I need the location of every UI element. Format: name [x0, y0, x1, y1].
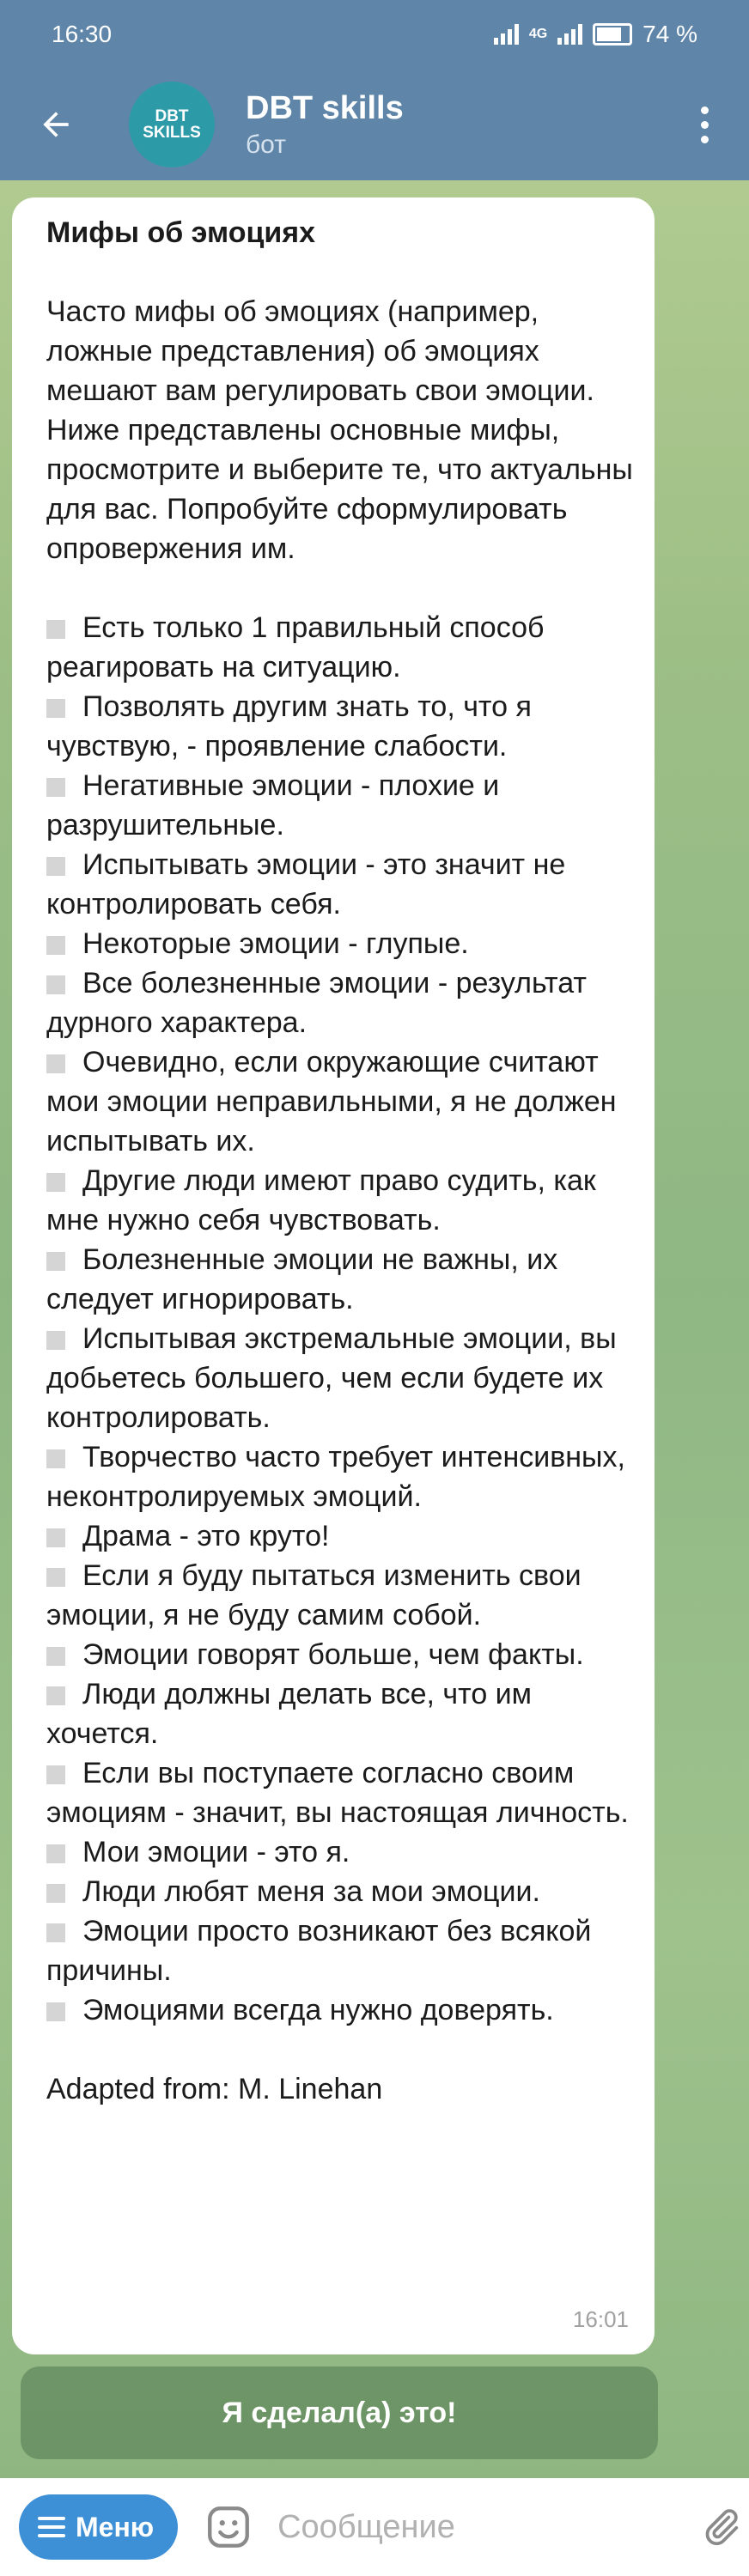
myth-item [46, 608, 634, 687]
bullet-square-icon [46, 1844, 65, 1863]
bullet-square-icon [46, 1765, 65, 1784]
myths-list [46, 608, 634, 2030]
arrow-left-icon [37, 106, 75, 143]
myth-text: Болезненные эмоции не важны, их следует игнорировать. [46, 1243, 558, 1315]
bullet-square-icon [46, 2002, 65, 2021]
myth-text: Эмоции просто возникают без всякой причины. [46, 1915, 592, 1987]
done-button[interactable]: Я сделал(а) это! [21, 2366, 658, 2459]
menu-icon [38, 2517, 65, 2537]
bullet-square-icon [46, 1568, 65, 1587]
myth-item [46, 1516, 634, 1556]
message-input-bar [0, 2478, 749, 2576]
bot-menu-label: Меню [76, 2511, 155, 2543]
myth-text: Люди любят меня за мои эмоции. [82, 1875, 540, 1908]
avatar[interactable] [129, 82, 215, 167]
message-input[interactable] [276, 2508, 699, 2547]
bullet-square-icon [46, 1923, 65, 1942]
myth-item [46, 924, 634, 963]
myth-text: Эмоции говорят больше, чем факты. [82, 1638, 584, 1671]
myth-text: Некоторые эмоции - глупые. [82, 927, 469, 960]
message-time: 16:01 [572, 2306, 629, 2332]
myth-text: Все болезненные эмоции - результат дурного характера. [46, 967, 587, 1039]
myth-item [46, 1161, 634, 1240]
myth-text: Творчество часто требует интенсивных, неконтролируемых эмоций. [46, 1441, 625, 1513]
myth-item [46, 1990, 634, 2030]
myth-text: Другие люди имеют право судить, как мне нужно себя чувствовать. [46, 1164, 596, 1236]
signal-icon-2 [557, 24, 582, 45]
myth-item [46, 1556, 634, 1635]
myth-item [46, 687, 634, 766]
bullet-square-icon [46, 1252, 65, 1271]
myth-text: Если я буду пытаться изменить свои эмоции, я не буду самим собой. [46, 1559, 582, 1631]
paperclip-icon [699, 2506, 742, 2549]
status-icons [494, 21, 697, 48]
sticker-icon [204, 2502, 253, 2552]
signal-icon [494, 24, 519, 45]
bullet-square-icon [46, 620, 65, 639]
bullet-square-icon [46, 1331, 65, 1350]
myth-item [46, 1437, 634, 1516]
myth-text: Драма - это круто! [82, 1520, 330, 1552]
status-bar [0, 0, 749, 69]
myth-item [46, 1674, 634, 1753]
network-type: 4G [528, 27, 548, 41]
myth-item [46, 963, 634, 1042]
bullet-square-icon [46, 1173, 65, 1192]
battery-level: 74 % [642, 21, 697, 47]
bullet-square-icon [46, 1647, 65, 1666]
myth-text: Негативные эмоции - плохие и разрушительные. [46, 769, 500, 841]
myth-item [46, 1635, 634, 1674]
myth-text: Позволять другим знать то, что я чувствую, - проявление слабости. [46, 690, 532, 762]
app-bar [0, 69, 749, 180]
myth-item [46, 845, 634, 924]
message-bubble [12, 197, 655, 2354]
message-source: Adapted from: M. Linehan [46, 2073, 383, 2105]
chat-title-block[interactable] [246, 90, 679, 160]
avatar-text-1: DBT [155, 107, 189, 125]
myth-text: Очевидно, если окружающие считают мои эмоции неправильными, я не должен испытывать их. [46, 1046, 617, 1157]
chat-header [0, 0, 749, 180]
bullet-square-icon [46, 936, 65, 955]
chat-subtitle: бот [246, 130, 286, 159]
message-intro: Часто мифы об эмоциях (например, ложные представления) об эмоциях мешают вам регулировать свои эмоции. Ниже представлены основные мифы, просмотрите и выберите те, что актуальны для вас. Попробуйте сформулировать опровержения им. [46, 295, 633, 565]
myth-item [46, 766, 634, 845]
myth-item [46, 1832, 634, 1872]
chat-title: DBT skills [246, 89, 404, 126]
bullet-square-icon [46, 1528, 65, 1547]
myth-item [46, 1911, 634, 1990]
bot-menu-button[interactable] [19, 2494, 178, 2560]
battery-icon [593, 23, 632, 46]
myth-item [46, 1240, 634, 1319]
back-button[interactable] [26, 94, 86, 155]
myth-item [46, 1042, 634, 1161]
attach-button[interactable] [699, 2501, 742, 2553]
myth-text: Есть только 1 правильный способ реагировать на ситуацию. [46, 611, 545, 683]
bullet-square-icon [46, 699, 65, 718]
bullet-square-icon [46, 1054, 65, 1073]
bullet-square-icon [46, 778, 65, 797]
myth-text: Если вы поступаете согласно своим эмоциям - значит, вы настоящая личность. [46, 1757, 629, 1829]
bullet-square-icon [46, 857, 65, 876]
myth-item [46, 1319, 634, 1437]
bullet-square-icon [46, 1686, 65, 1705]
myth-text: Мои эмоции - это я. [82, 1836, 350, 1868]
avatar-text-2: SKILLS [143, 124, 201, 142]
bullet-square-icon [46, 1449, 65, 1468]
bullet-square-icon [46, 975, 65, 994]
myth-text: Люди должны делать все, что им хочется. [46, 1678, 533, 1750]
myth-item [46, 1872, 634, 1911]
myth-text: Испытывать эмоции - это значит не контролировать себя. [46, 848, 566, 920]
sticker-button[interactable] [204, 2502, 253, 2552]
myth-item [46, 1753, 634, 1832]
message-title: Мифы об эмоциях [46, 216, 316, 249]
bullet-square-icon [46, 1884, 65, 1903]
myth-text: Эмоциями всегда нужно доверять. [82, 1994, 554, 2026]
myth-text: Испытывая экстремальные эмоции, вы добьетесь большего, чем если будете их контролировать. [46, 1322, 617, 1434]
status-time: 16:30 [52, 21, 113, 47]
more-menu-icon[interactable] [679, 94, 730, 155]
